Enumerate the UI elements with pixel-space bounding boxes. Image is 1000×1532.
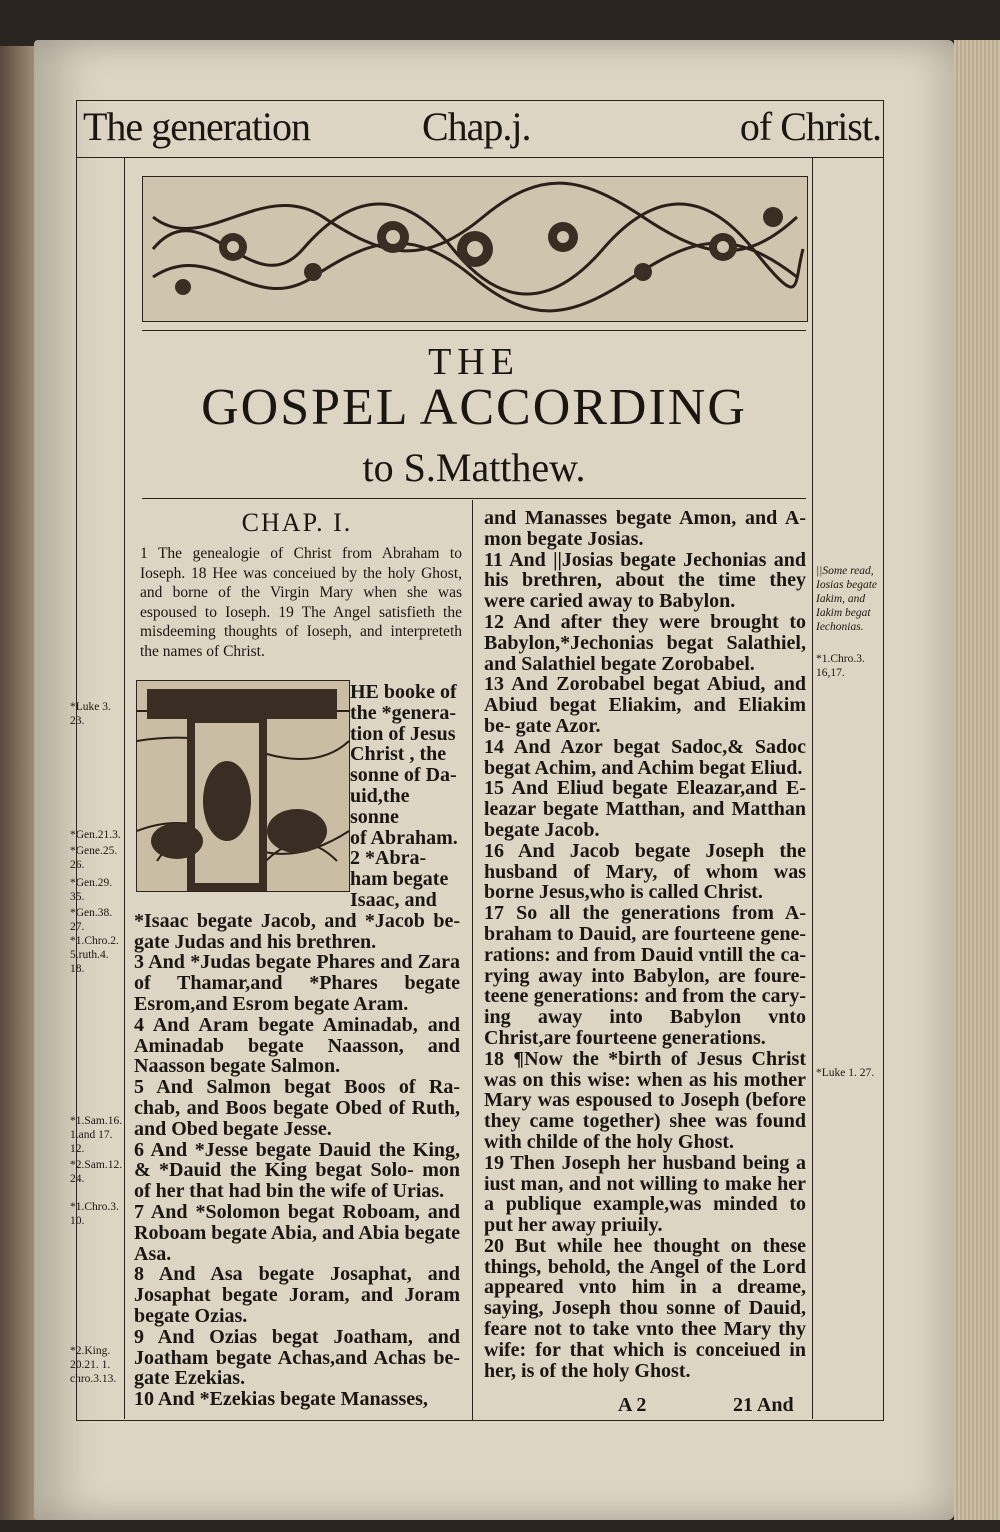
- running-head-chapter: Chap.j.: [422, 104, 531, 149]
- verse-paragraph: 17 So all the generations from A- braham to Dauid, are fourteene gene- rations: and from Dauid vntill the ca- rying away into Babylon, are foure- teene generations: and from the cary- ing away into Babylon vnto Christ,are fourteene generations.: [484, 902, 806, 1049]
- right-margin-rule: [812, 157, 813, 1419]
- title-line-1: THE: [428, 341, 520, 383]
- verse-line: ham begate: [350, 868, 449, 891]
- verse-paragraph: 11 And ||Josias begate Jechonias and his brethren, about the time they were caried away to Babylon.: [484, 548, 806, 613]
- margin-note: *Luke 3. 23.: [70, 701, 111, 727]
- verse-paragraph: 10 And *Ezekias begate Manasses,: [134, 1388, 428, 1411]
- verse-paragraph: 15 And Eliud begate Eleazar,and E- leazar begate Matthan, and Matthan begate Jacob.: [484, 777, 806, 841]
- verse-paragraph: *Isaac begate Jacob, and *Jacob be- gate Judas and his brethren.: [134, 909, 460, 953]
- verse-paragraph: 14 And Azor begat Sadoc,& Sadoc begat Achim, and Achim begat Eliud.: [484, 735, 806, 779]
- running-head: [76, 100, 884, 159]
- verses-beside-initial: [134, 682, 460, 911]
- verse-paragraph: 8 And Asa begate Josaphat, and Josaphat begate Joram, and Joram begate Ozias.: [134, 1263, 460, 1327]
- title-top-rule: [142, 330, 806, 331]
- verse-line: of Abraham.: [350, 826, 458, 849]
- margin-note: ||Some read, Iosias begate Iakim, and Iakim begat Iechonias.: [816, 565, 878, 633]
- verse-paragraph: 19 Then Joseph her husband being a iust man, and not willing to make her a publique example,was minded to put her away priuily.: [484, 1151, 806, 1237]
- verse-paragraph: 3 And *Judas begate Phares and Zara of Thamar,and *Phares begate Esrom,and Esrom begate Aram.: [134, 951, 460, 1015]
- title-line-3: to S.Matthew.: [362, 445, 586, 490]
- margin-note: *2.King. 20.21. 1. chro.3.13.: [70, 1345, 117, 1385]
- verse-paragraph: 18 ¶Now the *birth of Jesus Christ was on this wise: when as his mother Mary was espoused to Joseph (before they came together) shee was found with childe of the holy Ghost.: [484, 1047, 806, 1153]
- verse-line: Christ , the: [350, 743, 447, 766]
- margin-note: *Gene.25. 26.: [70, 845, 118, 871]
- verse-paragraph: 5 And Salmon begat Boos of Ra- chab, and Boos begate Obed of Ruth, and Obed begate Jesse.: [134, 1076, 460, 1140]
- verses-left: [134, 911, 460, 1410]
- margin-note: *2.Sam.12. 24.: [70, 1159, 123, 1185]
- margin-note: *Luke 1. 27.: [816, 1067, 875, 1079]
- margin-note: *Gen.21.3.: [70, 829, 121, 841]
- chapter-heading: CHAP. I.: [241, 508, 353, 537]
- running-head-left: The generation: [83, 104, 310, 149]
- verses-right: [484, 508, 806, 1381]
- verse-paragraph: 13 And Zorobabel begat Abiud, and Abiud begat Eliakim, and Eliakim be- gate Azor.: [484, 673, 806, 737]
- catchword: 21 And: [733, 1394, 794, 1416]
- margin-note: *1.Chro.2. 5.ruth.4. 18.: [70, 935, 119, 975]
- column-divider: [472, 500, 473, 1420]
- verse-line: Isaac, and: [350, 888, 437, 911]
- signature-mark: A 2: [618, 1394, 647, 1416]
- text-column-left: [134, 682, 460, 1410]
- verse-line: 2 *Abra-: [350, 847, 427, 870]
- verse-paragraph: 7 And *Solomon begat Roboam, and Roboam begate Abia, and Abia begate Asa.: [134, 1200, 460, 1265]
- margin-note: *1.Sam.16. 1.and 17. 12.: [70, 1115, 123, 1155]
- title-line-2: GOSPEL ACCORDING: [201, 379, 747, 436]
- verse-paragraph: 16 And Jacob begate Joseph the husband of Mary, of whom was borne Jesus,who is called Christ.: [484, 839, 806, 904]
- verse-paragraph: 9 And Ozias begat Joatham, and Joatham begate Achas,and Achas be- gate Ezekias.: [134, 1325, 460, 1390]
- text-column-right: [484, 508, 806, 1381]
- chapter-summary: 1 The genealogie of Christ from Abraham to Ioseph. 18 Hee was conceiued by the holy Ghost, and borne of the Virgin Mary when she was espoused to Ioseph. 19 The Angel satisfieth the misdeeming thoughts of Ioseph, and interpreteth the names of Christ.: [140, 545, 462, 660]
- ornamental-headpiece: [142, 176, 808, 322]
- left-margin-rule: [124, 157, 125, 1419]
- verse-paragraph: 20 But while hee thought on these things, behold, the Angel of the Lord appeared vnto him in a dreame, saying, Joseph thou sonne of Dauid, feare not to take vnto thee Mary thy wife: for that which is conceiued in her, is of the holy Ghost.: [484, 1234, 806, 1382]
- margin-note: *Gen.29. 35.: [70, 877, 113, 903]
- verse-line: sonne of Da-: [350, 764, 457, 787]
- title-bottom-rule: [142, 498, 806, 499]
- verse-paragraph: and Manasses begate Amon, and A- mon begate Josias.: [484, 507, 806, 550]
- margin-note: *1.Chro.3. 16,17.: [816, 653, 865, 679]
- foliage-ornament-icon: [143, 177, 807, 321]
- verse-line: uid,the sonne: [350, 784, 410, 828]
- verse-paragraph: 4 And Aram begate Aminadab, and Aminadab begate Naasson, and Naasson begate Salmon.: [134, 1013, 460, 1078]
- margin-note: *Gen.38. 27.: [70, 907, 113, 933]
- verse-paragraph: 12 And after they were brought to Babylon,*Jechonias begat Salathiel, and Salathiel begate Zorobabel.: [484, 610, 806, 675]
- page-fore-edge: [954, 40, 1000, 1520]
- verse-line: tion of Jesus: [350, 722, 456, 745]
- verse-line: HE booke of: [350, 681, 457, 703]
- verse-line: the *genera-: [350, 701, 457, 724]
- verse-paragraph: 6 And *Jesse begate Dauid the King, & *Dauid the King begat Solo- mon of her that had bin the wife of Urias.: [134, 1138, 460, 1203]
- margin-note: *1.Chro.3. 10.: [70, 1201, 119, 1227]
- running-head-right: of Christ.: [739, 104, 881, 149]
